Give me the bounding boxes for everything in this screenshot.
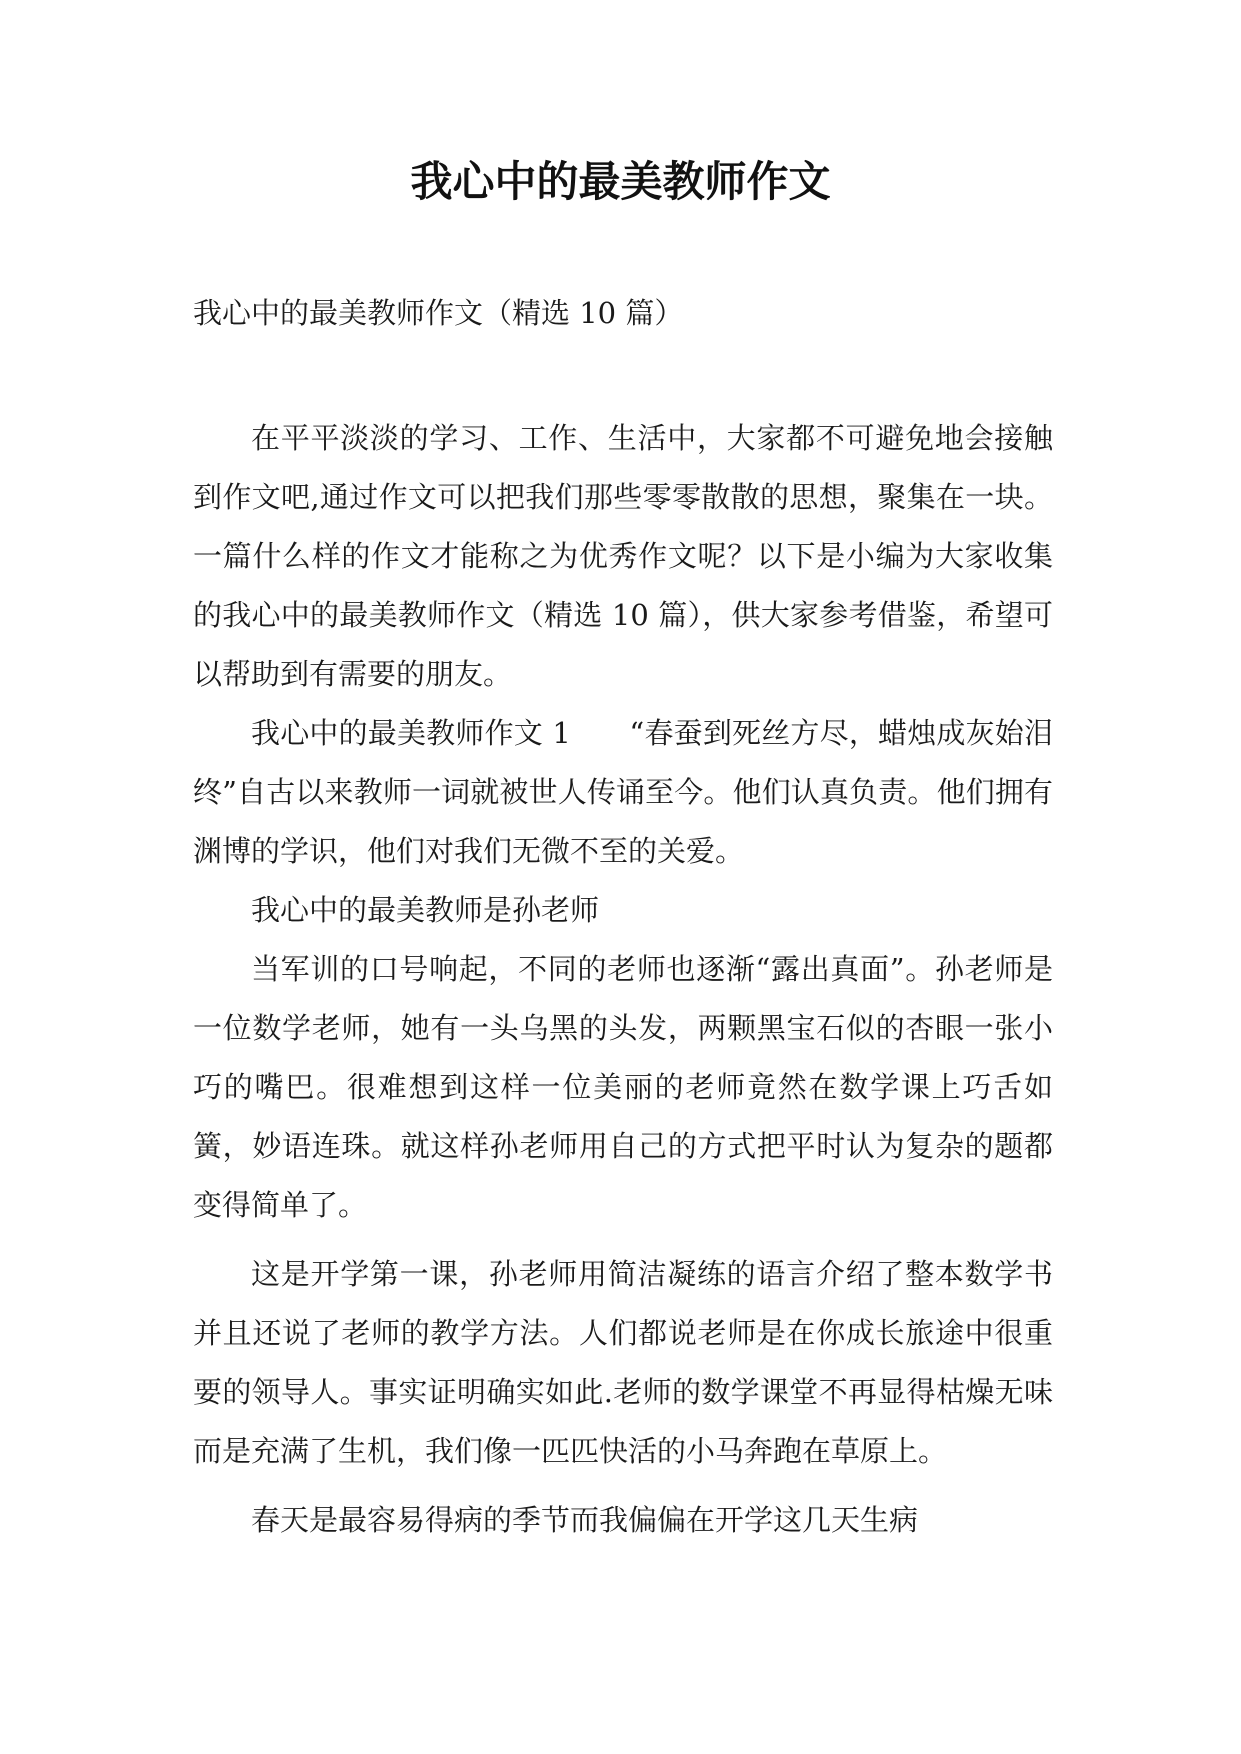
document-title: 我心中的最美教师作文	[410, 157, 831, 206]
document-body	[193, 409, 1053, 1550]
body-paragraph-spring-illness: 春天是最容易得病的季节而我偏偏在开学这几天生病	[251, 1503, 919, 1537]
body-paragraph-first-lesson: 这是开学第一课，孙老师用简洁凝练的语言介绍了整本数学书并且还说了老师的教学方法。人们都说老师是在你成长旅途中很重要的领导人。事实证明确实如此.老师的数学课堂不再显得枯燥无味而是充满了生机，我们像一匹匹快活的小马奔跑在草原上。	[193, 1257, 1053, 1468]
body-paragraph-teacher-name: 我心中的最美教师是孙老师	[251, 893, 600, 927]
body-paragraph-essay-1-opening: 我心中的最美教师作文 1 “春蚕到死丝方尽，蜡烛成灰始泪终”自古以来教师一词就被世人传诵至今。他们认真负责。他们拥有渊博的学识，他们对我们无微不至的关爱。	[193, 716, 1053, 868]
body-paragraph-intro: 在平平淡淡的学习、工作、生活中，大家都不可避免地会接触到作文吧,通过作文可以把我们那些零零散散的思想，聚集在一块。一篇什么样的作文才能称之为优秀作文呢？以下是小编为大家收集的我心中的最美教师作文（精选 10 篇），供大家参考借鉴，希望可以帮助到有需要的朋友。	[193, 421, 1053, 691]
body-paragraph-military-training: 当军训的口号响起，不同的老师也逐渐“露出真面”。孙老师是一位数学老师，她有一头乌黑的头发，两颗黑宝石似的杏眼一张小巧的嘴巴。很难想到这样一位美丽的老师竟然在数学课上巧舌如簧，妙语连珠。就这样孙老师用自己的方式把平时认为复杂的题都变得简单了。	[193, 952, 1053, 1222]
document-subtitle: 我心中的最美教师作文（精选 10 篇）	[193, 296, 684, 330]
